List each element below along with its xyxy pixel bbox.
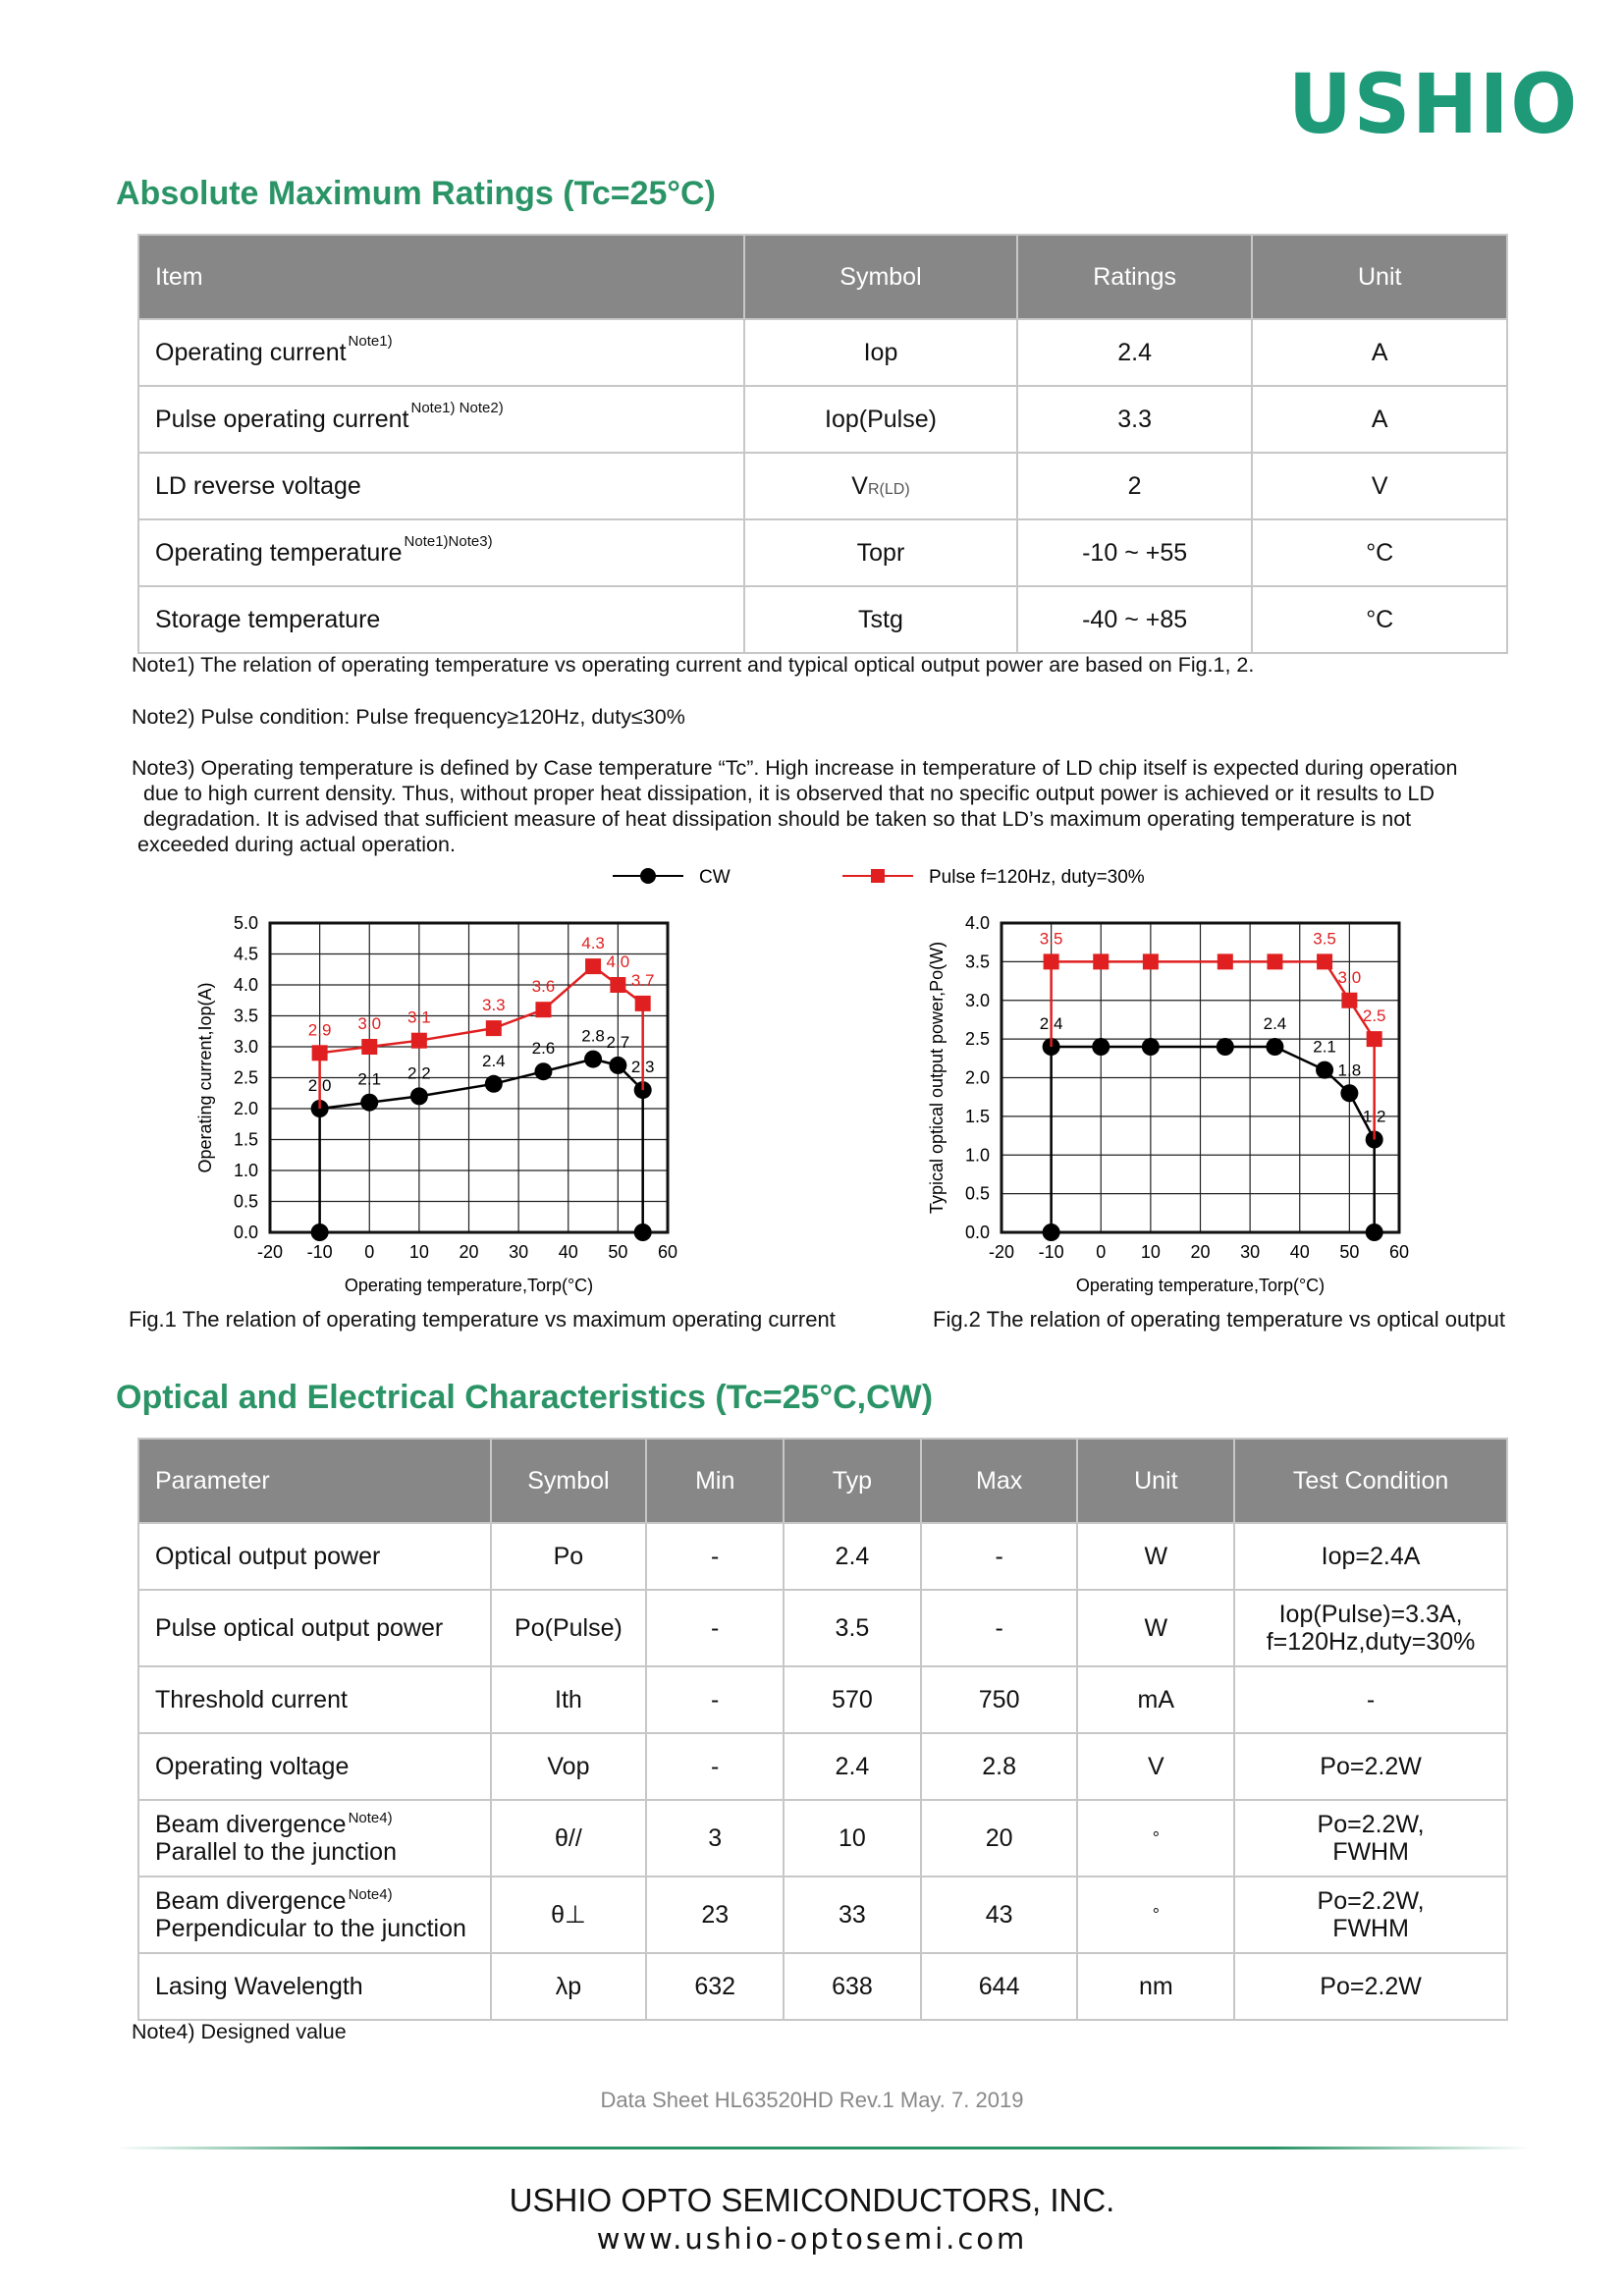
pulse-data-point: [1317, 953, 1332, 969]
cw-data-point: [1340, 1084, 1358, 1102]
company-url[interactable]: www.ushio-optosemi.com: [596, 2222, 1028, 2256]
amr-unit: A: [1252, 386, 1507, 453]
oec-unit: °: [1077, 1877, 1234, 1953]
oec-parameter-cell: [138, 1523, 491, 1590]
oec-header-parameter: Parameter: [138, 1439, 491, 1523]
amr-table: [137, 234, 1508, 654]
pulse-data-point: [411, 1033, 427, 1049]
pulse-data-label: 4.0: [606, 952, 630, 971]
oec-header-row: [138, 1439, 1507, 1523]
amr-rating: 3.3: [1017, 386, 1253, 453]
cw-data-point: [534, 1062, 552, 1080]
note-ref: Note1) Note2): [410, 399, 504, 416]
oec-unit: V: [1077, 1733, 1234, 1800]
oec-condition: Po=2.2W: [1320, 1973, 1422, 2000]
amr-item-cell: [138, 453, 744, 519]
amr-header-ratings: Ratings: [1017, 235, 1253, 319]
oec-condition-detail: FWHM: [1332, 1838, 1409, 1866]
oec-max: 2.8: [921, 1733, 1078, 1800]
y-tick-label: 1.0: [233, 1161, 258, 1180]
oec-condition-cell: [1234, 1877, 1507, 1953]
y-axis-label: Operating current,Iop(A): [195, 982, 215, 1173]
x-tick-label: 60: [657, 1242, 678, 1262]
oec-unit: W: [1077, 1590, 1234, 1666]
oec-parameter: Beam divergence: [155, 1887, 347, 1915]
pulse-data-point: [535, 1002, 551, 1017]
oec-parameter-cell: [138, 1877, 491, 1953]
pulse-data-point: [1143, 953, 1159, 969]
cw-data-label: 2.4: [481, 1051, 506, 1070]
cw-data-point: [360, 1094, 378, 1112]
amr-rating: -40 ~ +85: [1017, 586, 1253, 653]
cw-data-point: [584, 1051, 602, 1068]
note-1: Note1) The relation of operating temperature vs operating current and typical optical output power are based on Fig.1, 2.: [132, 653, 1255, 677]
amr-item: Operating temperature: [155, 538, 403, 567]
pulse-data-label: 3.7: [630, 970, 655, 990]
pulse-data-label: 3.5: [1313, 929, 1336, 949]
pulse-data-label: 4.3: [581, 934, 605, 953]
y-tick-label: 3.5: [233, 1006, 258, 1026]
oec-parameter-detail: Parallel to the junction: [155, 1838, 397, 1866]
table-row: [138, 1877, 1507, 1953]
y-tick-label: 1.0: [964, 1145, 990, 1166]
oec-symbol: λp: [491, 1953, 647, 2020]
table-row: [138, 586, 1507, 653]
cw-data-point: [1217, 1038, 1234, 1056]
cw-data-label: 2.1: [357, 1069, 382, 1089]
y-axis-label: Typical optical output power,Po(W): [927, 941, 947, 1215]
oec-condition: Iop(Pulse)=3.3A,: [1278, 1601, 1463, 1628]
cw-data-label: 2.8: [581, 1026, 605, 1046]
amr-symbol-cell: [744, 386, 1017, 453]
x-tick-label: 20: [1190, 1242, 1211, 1262]
oec-max: 20: [921, 1800, 1078, 1877]
pulse-data-point: [1093, 953, 1109, 969]
cw-data-label: 1.8: [1337, 1061, 1362, 1080]
x-axis-label: Operating temperature,Torp(°C): [344, 1276, 594, 1295]
table-row: [138, 1733, 1507, 1800]
chart-legend: [589, 854, 1178, 894]
cw-data-point: [1142, 1038, 1160, 1056]
x-tick-label: 40: [1289, 1242, 1310, 1262]
pulse-data-label: 3.1: [407, 1007, 431, 1027]
oec-typ: 638: [784, 1953, 921, 2020]
pulse-data-point: [486, 1020, 502, 1036]
table-row: [138, 519, 1507, 586]
x-tick-label: 10: [1140, 1242, 1161, 1262]
oec-min: 632: [646, 1953, 784, 2020]
amr-rating: 2.4: [1017, 319, 1253, 386]
oec-max: -: [921, 1523, 1078, 1590]
oec-max: -: [921, 1590, 1078, 1666]
amr-symbol-cell: [744, 519, 1017, 586]
pulse-data-point: [1267, 953, 1282, 969]
note-ref: Note1)Note3): [404, 532, 493, 550]
y-tick-label: 4.5: [233, 944, 258, 964]
oec-typ: 2.4: [784, 1733, 921, 1800]
amr-item-cell: [138, 586, 744, 653]
oec-symbol: Po(Pulse): [491, 1590, 647, 1666]
table-row: [138, 1800, 1507, 1877]
oec-header-symbol: Symbol: [491, 1439, 647, 1523]
y-tick-label: 1.5: [233, 1129, 258, 1150]
table-row: [138, 1953, 1507, 2020]
amr-item-cell: [138, 519, 744, 586]
oec-parameter: Threshold current: [155, 1686, 348, 1714]
fig2-chart: [908, 903, 1497, 1316]
cw-data-label: 2.4: [1039, 1014, 1063, 1033]
oec-header-test-condition: Test Condition: [1234, 1439, 1507, 1523]
oec-max: 750: [921, 1666, 1078, 1733]
pulse-data-point: [1218, 953, 1233, 969]
oec-min: -: [646, 1590, 784, 1666]
cw-data-point: [609, 1057, 626, 1074]
x-tick-label: -20: [256, 1242, 284, 1262]
amr-item: Storage temperature: [155, 605, 381, 633]
cw-data-point: [1266, 1038, 1283, 1056]
amr-header-item: Item: [138, 235, 744, 319]
x-tick-label: 50: [1339, 1242, 1360, 1262]
legend-pulse-marker: [871, 869, 885, 883]
amr-symbol-cell: [744, 586, 1017, 653]
amr-symbol-cell: [744, 453, 1017, 519]
oec-condition-cell: [1234, 1666, 1507, 1733]
cw-data-point: [634, 1224, 652, 1241]
y-tick-label: 3.5: [964, 952, 990, 972]
amr-title: Absolute Maximum Ratings (Tc=25°C): [116, 175, 716, 212]
oec-condition-detail: FWHM: [1332, 1915, 1409, 1942]
amr-header-symbol: Symbol: [744, 235, 1017, 319]
amr-symbol: Iop(Pulse): [825, 405, 937, 433]
cw-data-point: [1316, 1061, 1333, 1079]
amr-header-unit: Unit: [1252, 235, 1507, 319]
amr-symbol: Tstg: [858, 605, 903, 633]
pulse-data-point: [1341, 993, 1357, 1008]
oec-min: -: [646, 1666, 784, 1733]
cw-data-point: [1043, 1224, 1060, 1241]
pulse-data-point: [610, 977, 625, 993]
amr-symbol-sub: R(LD): [867, 480, 910, 498]
amr-item: LD reverse voltage: [155, 471, 361, 500]
y-tick-label: 0.5: [233, 1191, 258, 1212]
x-tick-label: 10: [408, 1242, 429, 1262]
cw-data-point: [1366, 1224, 1383, 1241]
table-row: [138, 319, 1507, 386]
legend-cw-marker: [640, 868, 656, 884]
oec-symbol: θ⊥: [491, 1877, 647, 1953]
x-tick-label: -10: [1038, 1242, 1064, 1262]
x-tick-label: 60: [1388, 1242, 1410, 1262]
oec-header-unit: Unit: [1077, 1439, 1234, 1523]
note-ref: Note4): [348, 1886, 393, 1903]
legend-cw-label: CW: [699, 867, 731, 888]
x-tick-label: 40: [558, 1242, 578, 1262]
pulse-data-label: 3.0: [1337, 967, 1362, 987]
y-tick-label: 4.0: [233, 975, 258, 995]
oec-parameter: Beam divergence: [155, 1811, 347, 1838]
oec-symbol: Vop: [491, 1733, 647, 1800]
amr-symbol: Topr: [856, 538, 905, 567]
note-3-line-2: due to high current density. Thus, without proper heat dissipation, it is observed that no specific output power is achieved or it results to LD: [143, 782, 1435, 805]
amr-symbol: Iop: [863, 338, 898, 366]
note-2: Note2) Pulse condition: Pulse frequency≥120Hz, duty≤30%: [132, 705, 685, 729]
amr-header-row: [138, 235, 1507, 319]
oec-min: 3: [646, 1800, 784, 1877]
note-4: Note4) Designed value: [132, 2020, 347, 2043]
oec-min: 23: [646, 1877, 784, 1953]
oec-parameter: Lasing Wavelength: [155, 1973, 363, 2000]
pulse-data-label: 3.0: [357, 1014, 382, 1033]
oec-symbol: θ//: [491, 1800, 647, 1877]
amr-symbol: V: [851, 471, 868, 500]
x-tick-label: 30: [509, 1242, 529, 1262]
pulse-data-label: 2.9: [307, 1020, 332, 1040]
cw-data-label: 2.3: [630, 1058, 655, 1077]
y-tick-label: 5.0: [233, 913, 258, 933]
fig1-caption: Fig.1 The relation of operating temperature vs maximum operating current: [129, 1307, 836, 1332]
x-axis-label: Operating temperature,Torp(°C): [1075, 1276, 1326, 1295]
oec-parameter-detail: Perpendicular to the junction: [155, 1915, 466, 1942]
amr-symbol-cell: [744, 319, 1017, 386]
note-3-line-4: exceeded during actual operation.: [137, 833, 456, 856]
amr-item-cell: [138, 386, 744, 453]
oec-parameter-cell: [138, 1733, 491, 1800]
pulse-data-point: [361, 1039, 377, 1055]
oec-condition-cell: [1234, 1590, 1507, 1666]
oec-unit: W: [1077, 1523, 1234, 1590]
y-tick-label: 2.5: [964, 1029, 990, 1050]
note-ref: Note4): [348, 1810, 393, 1826]
table-row: [138, 386, 1507, 453]
table-row: [138, 1523, 1507, 1590]
cw-data-point: [311, 1224, 329, 1241]
amr-item: Operating current: [155, 338, 347, 366]
oec-max: 644: [921, 1953, 1078, 2020]
oec-condition-cell: [1234, 1953, 1507, 2020]
pulse-data-point: [312, 1045, 328, 1061]
x-tick-label: 0: [1096, 1242, 1107, 1262]
y-tick-label: 2.5: [233, 1067, 258, 1088]
oec-unit: mA: [1077, 1666, 1234, 1733]
cw-data-label: 2.6: [531, 1039, 556, 1059]
y-tick-label: 3.0: [964, 990, 990, 1010]
pulse-data-point: [1044, 953, 1059, 969]
cw-data-label: 2.4: [1263, 1014, 1287, 1033]
datasheet-id: Data Sheet HL63520HD Rev.1 May. 7. 2019: [600, 2088, 1024, 2112]
oec-condition: Po=2.2W,: [1317, 1811, 1425, 1838]
amr-unit: °C: [1252, 519, 1507, 586]
cw-data-point: [485, 1075, 503, 1093]
oec-title: Optical and Electrical Characteristics (Tc=25°C,CW): [116, 1379, 934, 1416]
cw-data-point: [1092, 1038, 1110, 1056]
x-tick-label: 20: [459, 1242, 479, 1262]
oec-parameter: Optical output power: [155, 1543, 381, 1570]
oec-header-typ: Typ: [784, 1439, 921, 1523]
amr-unit: V: [1252, 453, 1507, 519]
y-tick-label: 1.5: [964, 1106, 990, 1126]
oec-typ: 570: [784, 1666, 921, 1733]
oec-condition: Iop=2.4A: [1321, 1543, 1421, 1570]
cw-data-label: 2.7: [606, 1032, 630, 1052]
y-tick-label: 0.0: [233, 1223, 258, 1242]
oec-condition-cell: [1234, 1523, 1507, 1590]
note-3-line-1: Note3) Operating temperature is defined by Case temperature “Tc”. High increase in temperature of LD chip itself is expected during operation: [132, 756, 1458, 780]
pulse-data-point: [585, 958, 601, 974]
x-tick-label: -20: [988, 1242, 1015, 1262]
cw-data-label: 2.2: [407, 1063, 431, 1083]
pulse-data-point: [1367, 1031, 1382, 1047]
y-tick-label: 0.5: [964, 1183, 990, 1204]
oec-min: -: [646, 1523, 784, 1590]
cw-data-label: 1.2: [1362, 1107, 1386, 1126]
y-tick-label: 3.0: [233, 1037, 258, 1057]
legend-pulse-label: Pulse f=120Hz, duty=30%: [929, 867, 1145, 888]
cw-data-label: 2.1: [1313, 1037, 1336, 1057]
oec-min: -: [646, 1733, 784, 1800]
pulse-data-point: [635, 996, 651, 1011]
oec-unit: °: [1077, 1800, 1234, 1877]
amr-rating: -10 ~ +55: [1017, 519, 1253, 586]
amr-unit: A: [1252, 319, 1507, 386]
oec-condition: Po=2.2W: [1320, 1753, 1422, 1780]
oec-symbol: Po: [491, 1523, 647, 1590]
oec-condition: Po=2.2W,: [1317, 1887, 1425, 1915]
oec-condition: -: [1366, 1686, 1376, 1714]
oec-typ: 2.4: [784, 1523, 921, 1590]
pulse-data-label: 3.5: [1039, 929, 1063, 949]
oec-parameter-cell: [138, 1800, 491, 1877]
oec-parameter: Operating voltage: [155, 1753, 350, 1780]
table-row: [138, 1590, 1507, 1666]
oec-parameter-cell: [138, 1953, 491, 2020]
fig2-caption: Fig.2 The relation of operating temperature vs optical output: [933, 1307, 1505, 1332]
oec-parameter-cell: [138, 1590, 491, 1666]
oec-typ: 10: [784, 1800, 921, 1877]
oec-unit: nm: [1077, 1953, 1234, 2020]
table-row: [138, 453, 1507, 519]
oec-condition-detail: f=120Hz,duty=30%: [1266, 1628, 1476, 1656]
oec-parameter: Pulse optical output power: [155, 1614, 444, 1642]
note-3-line-3: degradation. It is advised that sufficient measure of heat dissipation should be taken so that LD’s maximum operating temperature is not: [143, 807, 1412, 831]
pulse-data-label: 3.3: [481, 996, 506, 1015]
y-tick-label: 0.0: [964, 1223, 990, 1242]
y-tick-label: 2.0: [233, 1099, 258, 1118]
pulse-data-label: 3.6: [531, 977, 556, 997]
oec-symbol: Ith: [491, 1666, 647, 1733]
cw-data-point: [410, 1087, 428, 1105]
oec-condition-cell: [1234, 1800, 1507, 1877]
cw-data-label: 2.0: [307, 1076, 332, 1095]
oec-table: [137, 1438, 1508, 2021]
oec-condition-cell: [1234, 1733, 1507, 1800]
x-tick-label: 0: [364, 1242, 375, 1262]
amr-unit: °C: [1252, 586, 1507, 653]
amr-item-cell: [138, 319, 744, 386]
x-tick-label: 50: [608, 1242, 628, 1262]
ushio-logo: USHIO: [1288, 56, 1580, 152]
y-tick-label: 2.0: [964, 1067, 990, 1088]
oec-typ: 3.5: [784, 1590, 921, 1666]
oec-parameter-cell: [138, 1666, 491, 1733]
oec-header-max: Max: [921, 1439, 1078, 1523]
pulse-data-label: 2.5: [1362, 1006, 1386, 1026]
oec-max: 43: [921, 1877, 1078, 1953]
amr-rating: 2: [1017, 453, 1253, 519]
footer-divider: [116, 2147, 1530, 2149]
oec-header-min: Min: [646, 1439, 784, 1523]
x-tick-label: 30: [1240, 1242, 1261, 1262]
amr-item: Pulse operating current: [155, 405, 409, 433]
note-ref: Note1): [348, 332, 393, 350]
table-row: [138, 1666, 1507, 1733]
company-name: USHIO OPTO SEMICONDUCTORS, INC.: [509, 2182, 1115, 2218]
fig1-chart: [177, 903, 766, 1316]
x-tick-label: -10: [306, 1242, 333, 1262]
oec-typ: 33: [784, 1877, 921, 1953]
y-tick-label: 4.0: [964, 913, 990, 933]
